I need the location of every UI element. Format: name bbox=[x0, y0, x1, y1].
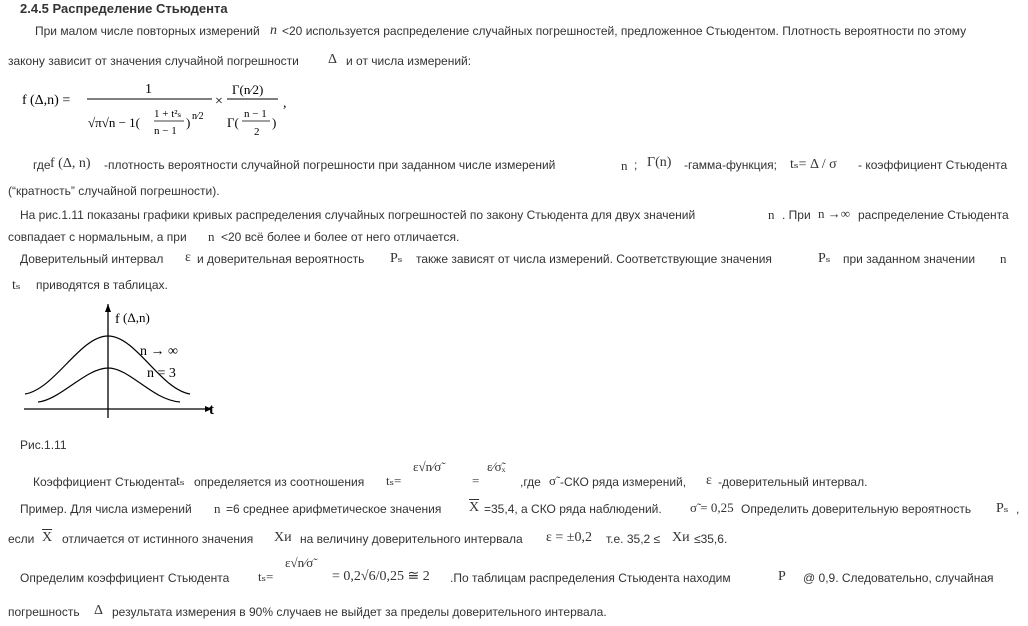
p6-text-g: на величину доверительного интервала bbox=[300, 532, 523, 546]
formula-f: f bbox=[22, 93, 27, 108]
formula-gamma-den-den: 2 bbox=[254, 126, 260, 138]
ts-equals: tₛ= bbox=[258, 569, 274, 584]
p4-text-e: приводятся в таблицах. bbox=[36, 278, 168, 292]
formula-lhs-arg: (Δ,n) = bbox=[30, 93, 71, 108]
p3-text-d: совпадает с нормальным, а при bbox=[8, 230, 187, 244]
p2-text-d: - коэффициент Стьюдента bbox=[858, 158, 1008, 172]
p3-text-e: <20 всё более и более от него отличается. bbox=[221, 230, 460, 244]
var-n: n bbox=[768, 207, 775, 222]
p1-text-a: При малом числе повторных измерений bbox=[35, 24, 260, 38]
p2-text-e: (“кратность” случайной погрешности). bbox=[8, 184, 220, 198]
ps-symbol: Pₛ bbox=[818, 251, 831, 266]
gamma-n: Γ(n) bbox=[647, 155, 672, 170]
p7-text-a: Определим коэффициент Стьюдента bbox=[20, 571, 230, 585]
y-axis-label-f: f bbox=[115, 312, 120, 327]
p7-text-c: @ 0,9. Следовательно, случайная bbox=[803, 571, 994, 585]
p2-semicolon: ; bbox=[634, 158, 638, 172]
ps-symbol: Pₛ bbox=[996, 501, 1009, 516]
p7-text-d: погрешность bbox=[8, 605, 80, 619]
p2-text-c: -гамма-функция; bbox=[684, 158, 777, 172]
var-n: n bbox=[270, 23, 277, 38]
student-fraction: ε√n⁄σ̃ bbox=[285, 555, 314, 570]
p1-text-b: <20 используется распределение случайных погрешностей, предложенное Стьюдентом. Плотность вероятности по этому bbox=[282, 24, 967, 38]
sigma-symbol: σ̃ bbox=[549, 473, 557, 488]
p1-text-d: и от числа измерений: bbox=[346, 54, 472, 68]
ts-expr: tₛ= Δ / σ bbox=[790, 157, 837, 172]
epsilon-value: ε = ±0,2 bbox=[546, 530, 592, 545]
p3-text-b: . При bbox=[782, 208, 811, 222]
formula-numerator: 1 bbox=[145, 82, 152, 97]
p3-text-c: распределение Стьюдента bbox=[858, 208, 1009, 222]
figure-caption: Рис.1.11 bbox=[20, 438, 67, 452]
p3-text-a: На рис.1.11 показаны графики кривых распределения случайных погрешностей по закону Стьюдента для двух значений bbox=[20, 208, 696, 222]
p1-text-c: закону зависит от значения случайной погрешности bbox=[8, 54, 299, 68]
ts-equals: tₛ= bbox=[386, 473, 402, 488]
var-n: n bbox=[208, 229, 215, 244]
formula-den-exp: n⁄2 bbox=[192, 111, 204, 122]
p7-text-e: результата измерения в 90% случаев не выйдет за пределы доверительного интервала. bbox=[112, 605, 607, 619]
formula-gamma-num: Γ(n⁄2) bbox=[232, 82, 264, 97]
p2-text-b: -плотность вероятности случайной погрешности при заданном числе измерений bbox=[104, 158, 556, 172]
p5-text-e: -доверительный интервал. bbox=[718, 475, 868, 489]
n-to-infinity: n →∞ bbox=[818, 206, 851, 221]
p6-text-e: если bbox=[8, 532, 35, 546]
p6-text-i: ≤35,6. bbox=[694, 532, 728, 546]
var-n: n bbox=[214, 501, 221, 516]
epsilon-symbol: ε bbox=[185, 250, 191, 265]
section-heading: 2.4.5 Распределение Стьюдента bbox=[20, 1, 228, 16]
p6-comma: , bbox=[1016, 502, 1020, 516]
ps-symbol: Pₛ bbox=[390, 251, 403, 266]
equals-sign: = bbox=[472, 473, 480, 488]
formula-gamma-den-b: ) bbox=[272, 115, 277, 130]
x-true-symbol: Xи bbox=[274, 530, 292, 545]
p6-text-b: =6 среднее арифметическое значения bbox=[226, 502, 442, 516]
p-symbol: P bbox=[778, 569, 786, 584]
p6-text-c: =35,4, а СКО ряда наблюдений. bbox=[484, 502, 662, 516]
x-axis-label: t bbox=[209, 402, 214, 418]
p6-text-a: Пример. Для числа измерений bbox=[20, 502, 192, 516]
p7-text-b: .По таблицам распределения Стьюдента находим bbox=[450, 571, 731, 585]
sigma-value: σ̃ = 0,25 bbox=[690, 500, 734, 515]
formula-den-a: √π√n − 1( bbox=[88, 115, 140, 130]
formula-gamma-den-a: Γ( bbox=[227, 115, 239, 130]
p5-text-a: Коэффициент Стьюдента bbox=[33, 475, 177, 489]
p4-text-c: также зависят от числа измерений. Соответствующие значения bbox=[416, 252, 772, 266]
p4-text-a: Доверительный интервал bbox=[20, 252, 164, 266]
f-expr: f (Δ, n) bbox=[50, 156, 91, 171]
p5-text-d: -СКО ряда измерений, bbox=[560, 475, 687, 489]
student-fraction-2: ε⁄σ̃ₓ bbox=[487, 459, 506, 474]
formula-den-b: ) bbox=[186, 115, 191, 130]
epsilon-symbol: ε bbox=[706, 473, 712, 488]
p6-text-d: Определить доверительную вероятность bbox=[741, 502, 972, 516]
student-calc: = 0,2√6/0,25 ≅ 2 bbox=[332, 569, 430, 584]
formula-den-frac-num: 1 + t²ₛ bbox=[154, 108, 182, 120]
var-n: n bbox=[1000, 251, 1007, 266]
label-n-infinity: n → ∞ bbox=[140, 344, 178, 359]
p2-text-a: где bbox=[33, 158, 51, 172]
label-n-3: n = 3 bbox=[147, 366, 176, 381]
x-mean-symbol: $\overline{X}$ bbox=[42, 530, 53, 545]
student-fraction-1: ε√n⁄σ̃ bbox=[413, 459, 442, 474]
p4-text-b: и доверительная вероятность bbox=[197, 252, 365, 266]
x-true-symbol: Xи bbox=[672, 530, 690, 545]
y-axis-label-arg: (Δ,n) bbox=[123, 310, 150, 325]
p6-text-h: т.е. 35,2 ≤ bbox=[606, 532, 661, 546]
x-mean-symbol: $\overline{X}$ bbox=[469, 500, 480, 515]
formula-times: × bbox=[215, 94, 223, 109]
ts-symbol: tₛ bbox=[176, 474, 185, 489]
formula-comma: , bbox=[283, 96, 287, 111]
formula-den-frac-den: n − 1 bbox=[154, 125, 177, 137]
delta-symbol: Δ bbox=[328, 52, 338, 67]
ts-symbol: tₛ bbox=[12, 278, 21, 293]
p6-text-f: отличается от истинного значения bbox=[62, 532, 254, 546]
p5-text-c: ,где bbox=[520, 475, 541, 489]
p5-text-b: определяется из соотношения bbox=[194, 475, 365, 489]
density-formula bbox=[22, 77, 312, 147]
p4-text-d: при заданном значении bbox=[843, 252, 976, 266]
distribution-figure bbox=[20, 296, 230, 428]
formula-gamma-den-num: n − 1 bbox=[244, 108, 267, 120]
var-n: n bbox=[621, 158, 628, 173]
delta-symbol: Δ bbox=[94, 603, 104, 618]
